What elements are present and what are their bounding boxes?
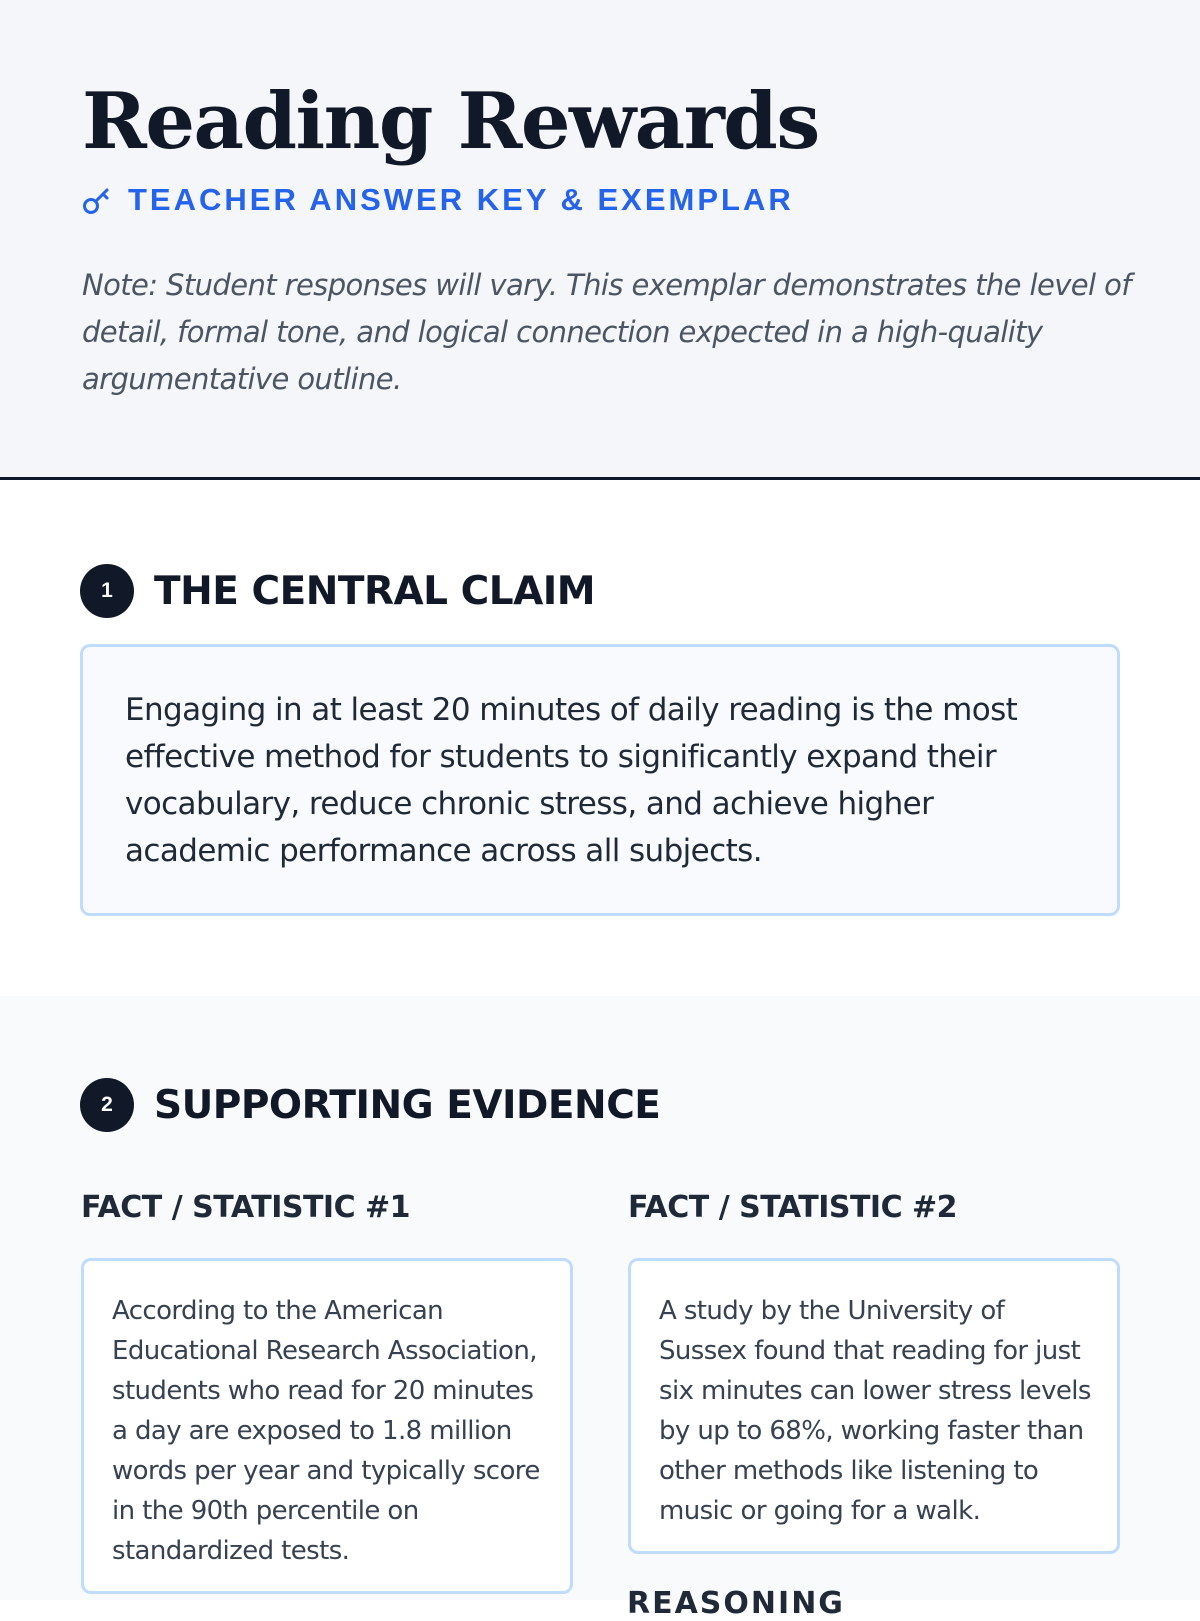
- claim-box: [80, 644, 1120, 916]
- section-number-badge: 2: [80, 1078, 134, 1132]
- header: [0, 0, 1200, 480]
- page-title: Reading Rewards: [82, 76, 819, 167]
- key-icon: [82, 185, 112, 215]
- claim-text: Engaging in at least 20 minutes of daily reading is the most effective method for students to significantly expand their vocabulary, reduce chronic stress, and achieve higher academic performance across all subjects.: [125, 692, 1018, 869]
- fact-1-label: FACT / STATISTIC #1: [81, 1190, 411, 1225]
- fact-1-box: [81, 1258, 573, 1594]
- section-title: THE CENTRAL CLAIM: [154, 568, 596, 614]
- section-heading: [80, 564, 595, 618]
- section-title: SUPPORTING EVIDENCE: [154, 1082, 661, 1128]
- fact-2-label: FACT / STATISTIC #2: [628, 1190, 958, 1225]
- supporting-evidence-section: [0, 996, 1200, 1600]
- reasoning-label: REASONING: [627, 1586, 845, 1621]
- fact-2-text: A study by the University of Sussex found that reading for just six minutes can lower stress levels by up to 68%, working faster than other methods like listening to music or going for a walk.: [659, 1296, 1091, 1526]
- subtitle-text: TEACHER ANSWER KEY & EXEMPLAR: [128, 182, 794, 217]
- central-claim-section: [0, 480, 1200, 996]
- subtitle: [82, 180, 794, 220]
- section-number-badge: 1: [80, 564, 134, 618]
- fact-1-text: According to the American Educational Research Association, students who read for 20 minutes a day are exposed to 1.8 million words per year and typically score in the 90th percentile on standardized tests.: [112, 1296, 540, 1566]
- fact-2-box: [628, 1258, 1120, 1554]
- section-heading: [80, 1078, 660, 1132]
- exemplar-note: Note: Student responses will vary. This exemplar demonstrates the level of detail, formal tone, and logical connection expected in a high-quality argumentative outline.: [82, 268, 1131, 396]
